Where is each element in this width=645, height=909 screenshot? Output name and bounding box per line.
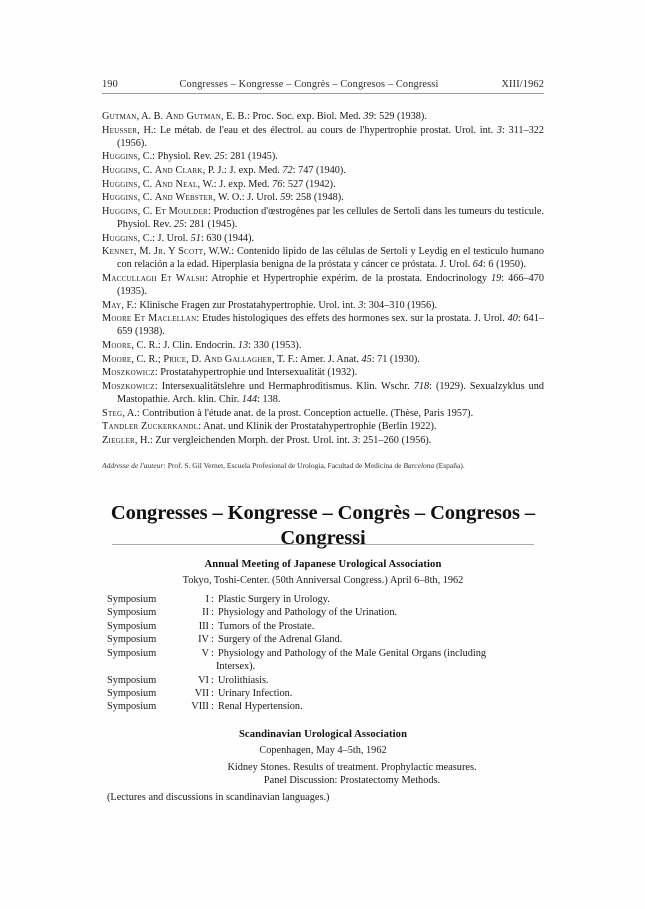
symposium-colon: : xyxy=(211,634,214,646)
japanese-congress-subheading: Tokyo, Toshi-Center. (50th Anniversal Congress.) April 6–8th, 1962 xyxy=(182,575,464,586)
symposium-colon: : xyxy=(211,647,214,659)
scandinavian-language-note: (Lectures and discussions in scandinavian languages.) xyxy=(107,792,330,803)
bibliography-entry: Huggins, C. And Webster, W. O.: J. Urol. 59: 258 (1948). xyxy=(102,192,344,204)
symposium-row xyxy=(107,620,544,633)
symposium-colon: : xyxy=(211,701,214,713)
symposium-topic: Physiology and Pathology of the Urination. xyxy=(218,607,398,619)
symposium-number: VII xyxy=(194,688,209,699)
bibliography-entry: Huggins, C. And Neal, W.: J. exp. Med. 76: 527 (1942). xyxy=(102,178,336,190)
bibliography-list xyxy=(102,110,544,447)
scandinavian-topic-line-1: Kidney Stones. Results of treatment. Prophylactic measures. xyxy=(227,762,477,773)
bibliography-entry: Moszkowicz: Prostatahypertrophie und Intersexualität (1932). xyxy=(102,367,358,379)
symposium-label: Symposium xyxy=(107,647,157,659)
author-address-text: Prof. S. Gil Vernet, Escuela Profesional de Urologia, Facultad de Medicina de xyxy=(167,461,402,470)
symposium-colon: : xyxy=(211,620,214,632)
symposium-list xyxy=(107,593,544,714)
author-address-country: (España). xyxy=(436,461,465,470)
symposium-row xyxy=(107,674,544,687)
symposium-number: III xyxy=(198,620,209,632)
symposium-number: II xyxy=(202,607,209,619)
section-divider-rule xyxy=(112,544,534,545)
symposium-colon: : xyxy=(211,688,214,699)
page-folio-number: 190 xyxy=(102,79,118,90)
bibliography-entry: Huggins, C.: J. Urol. 51: 630 (1944). xyxy=(102,232,255,244)
scandinavian-topic-list xyxy=(102,761,544,787)
symposium-colon: : xyxy=(211,594,214,605)
author-address xyxy=(102,461,588,471)
symposium-row xyxy=(107,633,544,646)
symposium-label: Symposium xyxy=(107,607,157,619)
symposium-topic: Surgery of the Adrenal Gland. xyxy=(218,634,343,646)
symposium-topic: Tumors of the Prostate. xyxy=(218,620,315,632)
symposium-topic: Renal Hypertension. xyxy=(218,701,303,713)
scandinavian-congress-heading: Scandinavian Urological Association xyxy=(238,729,408,740)
scandinavian-topic-line-2: Panel Discussion: Prostatectomy Methods. xyxy=(263,775,441,787)
symposium-label: Symposium xyxy=(107,701,157,713)
bibliography-entry: Gutman, A. B. And Gutman, E. B.: Proc. Soc. exp. Biol. Med. 39: 529 (1938). xyxy=(102,111,427,122)
symposium-row xyxy=(107,647,544,660)
japanese-congress-heading: Annual Meeting of Japanese Urological Association xyxy=(204,559,442,570)
symposium-number: IV xyxy=(198,634,209,646)
running-head-issue: XIII/1962 xyxy=(501,79,544,90)
symposium-label: Symposium xyxy=(107,594,157,605)
section-title-line-2: Congressi xyxy=(280,527,366,549)
symposium-label: Symposium xyxy=(107,674,157,686)
section-title-line-1: Congresses – Kongresse – Congrès – Congresos – xyxy=(110,502,536,524)
symposium-colon: : xyxy=(211,607,214,619)
bibliography-entry: Huggins, C.: Physiol. Rev. 25: 281 (1945). xyxy=(102,151,278,163)
bibliography-entry: Huggins, C. And Clark, P. J.: J. exp. Med. 72: 747 (1940). xyxy=(102,164,346,176)
bibliography-entry: Moore, C. R.: J. Clin. Endocrin. 13: 330 (1953). xyxy=(102,339,302,351)
symposium-number: VI xyxy=(198,674,209,686)
symposium-row xyxy=(107,593,544,606)
symposium-number: V xyxy=(201,647,209,659)
symposium-row xyxy=(107,700,544,713)
author-address-city: Barcelona xyxy=(403,461,435,470)
bibliography-entry: Kennet, M. Jr. Y Scott, W.W.: Contenido lipido de las células de Sertoli y Leydig en el testiculo humano con relación a la edad. Hiperplasia benigna de la próstata y cáncer ce próstata. J. Urol. 64: 6 (1950). xyxy=(102,246,544,271)
symposium-topic: Plastic Surgery in Urology. xyxy=(218,594,330,605)
symposium-topic-continuation: Intersex). xyxy=(216,661,256,673)
bibliography-entry: Maccullagh Et Walsh: Atrophie et Hypertrophie expérim. de la prostata. Endocrinology 19: 466–470 (1935). xyxy=(102,272,545,297)
author-address-label: Addresse de l'auteur: xyxy=(102,461,166,470)
bibliography-entry: Huggins, C. Et Moulder: Production d'œstrogènes par les cellules de Sertoli dans les tumeurs du testicule. Physiol. Rev. 25: 281 (1945). xyxy=(102,205,544,230)
symposium-row xyxy=(107,606,544,619)
bibliography-entry: Heusser, H.: Le métab. de l'eau et des électrol. au cours de l'hypertrophie prostat. Urol. int. 3: 311–322 (1956). xyxy=(102,124,544,149)
symposium-topic: Physiology and Pathology of the Male Genital Organs (including xyxy=(218,647,487,659)
bibliography-entry: Tandler Zuckerkandl: Anat. und Klinik der Prostatahypertrophie (Berlin 1922). xyxy=(102,421,437,433)
symposium-number: VIII xyxy=(191,701,209,713)
symposium-label: Symposium xyxy=(107,620,157,632)
bibliography-entry: May, F.: Klinische Fragen zur Prostatahypertrophie. Urol. int. 3: 304–310 (1956). xyxy=(102,299,438,311)
scandinavian-congress-subheading: Copenhagen, May 4–5th, 1962 xyxy=(259,745,387,756)
symposium-label: Symposium xyxy=(107,688,157,699)
bibliography-entry: Ziegler, H.: Zur vergleichenden Morph. der Prost. Urol. int. 3: 251–260 (1956). xyxy=(102,434,432,446)
running-head-title: Congresses – Kongresse – Congrès – Congresos – Congressi xyxy=(179,79,439,90)
bibliography-entry: Moore Et Maclellan: Etudes histologiques des effets des hormones sex. sur la prostata. J. Urol. 40: 641–659 (1938). xyxy=(102,313,545,338)
symposium-number: I xyxy=(205,594,209,605)
bibliography-entry: Moore, C. R.; Price, D. And Gallagher, T. F.: Amer. J. Anat. 45: 71 (1930). xyxy=(102,353,420,365)
symposium-label: Symposium xyxy=(107,634,157,646)
bibliography-entry: Steg, A.: Contribution à l'étude anat. de la prost. Conception actuelle. (Thèse, Paris 1957). xyxy=(102,407,474,419)
symposium-topic: Urolithiasis. xyxy=(218,674,269,686)
bibliography-entry: Moszkowicz: Intersexualitätslehre und Hermaphroditismus. Klin. Wschr. 718: (1929). Sexualzyklus und Mastopathie. Arch. klin. Chir. 144: 138. xyxy=(102,380,544,405)
running-head xyxy=(102,79,544,94)
symposium-colon: : xyxy=(211,674,214,686)
symposium-row xyxy=(107,687,544,700)
symposium-topic: Urinary Infection. xyxy=(218,688,293,699)
